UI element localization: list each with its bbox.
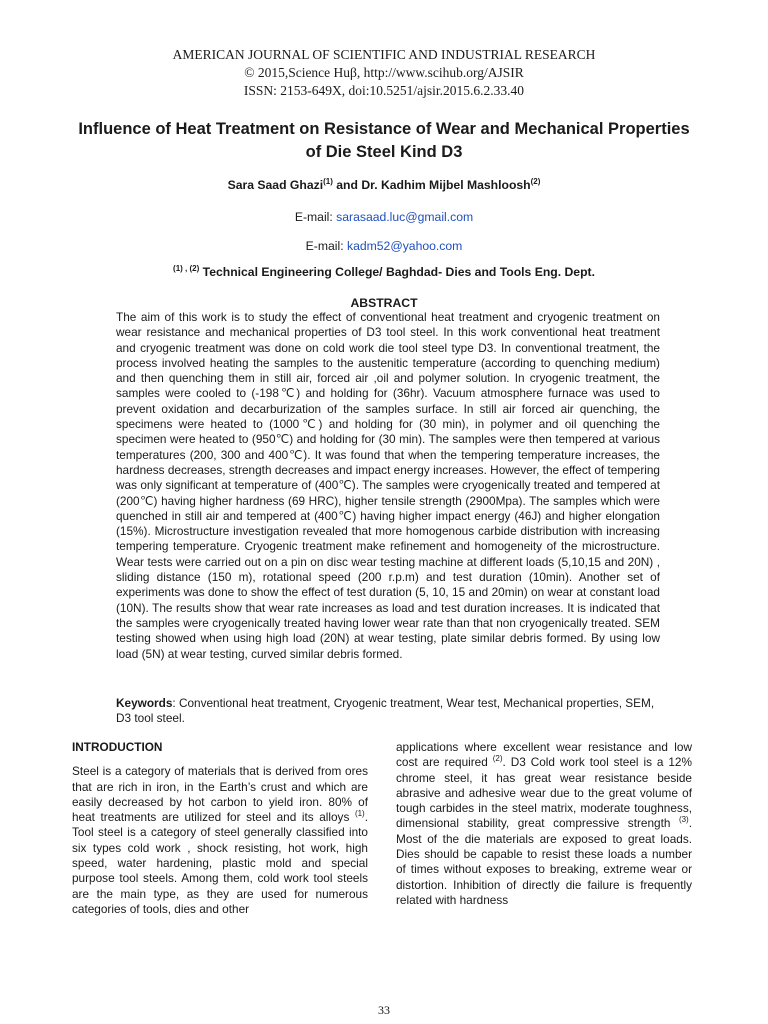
citation-3: (3) bbox=[678, 815, 689, 825]
abstract-heading: ABSTRACT bbox=[350, 296, 418, 310]
intro-paragraph-left bbox=[72, 764, 368, 917]
intro-right-text-c: . Most of the die materials are exposed to great loads. Dies should be capable to resist these loads a number of times without exposes to breaking, extreme wear or distortion. Inhibition of directly die failure is frequently related with hardness bbox=[396, 816, 692, 907]
intro-right-column bbox=[396, 740, 692, 908]
affiliation-markers: (1) , (2) bbox=[173, 263, 200, 273]
author-2-affil-marker: (2) bbox=[530, 176, 541, 186]
intro-right-text-a: applications where excellent wear resistance and low cost are required bbox=[396, 740, 692, 770]
intro-left-text-b: . Tool steel is a category of steel generally classified into six types cold work , shock resisting, hot work, high speed, water hardening, plastic mold and special purpose tool steels. Among them, cold work tool steels are the main type, as they are used for numerous categories of tools, dies and other bbox=[72, 810, 368, 916]
affiliation bbox=[0, 265, 768, 279]
keywords-text: : Conventional heat treatment, Cryogenic treatment, Wear test, Mechanical properties, SEM, D3 tool steel. bbox=[116, 696, 655, 726]
page-number: 33 bbox=[378, 1003, 390, 1017]
author-2: Dr. Kadhim Mijbel Mashloosh bbox=[361, 178, 531, 192]
intro-right-text-b: . D3 Cold work tool steel is a 12% chrome steel, it has great wear resistance beside abrasive and adhesive wear due to the great volume of tough carbides in the steel matrix, moderate toughness, dimensional stability, great compressive strength bbox=[396, 755, 692, 831]
email-label: E-mail: bbox=[294, 210, 337, 224]
author-line bbox=[0, 178, 768, 192]
email-line-2 bbox=[0, 239, 768, 253]
journal-header bbox=[0, 46, 768, 100]
journal-name: AMERICAN JOURNAL OF SCIENTIFIC AND INDUSTRIAL RESEARCH bbox=[172, 47, 596, 62]
email-label: E-mail: bbox=[305, 239, 347, 253]
email-link-2[interactable]: kadm52@yahoo.com bbox=[346, 239, 463, 253]
author-connector: and bbox=[332, 178, 362, 192]
intro-paragraph-right bbox=[396, 740, 692, 908]
email-line-1 bbox=[0, 210, 768, 224]
introduction-heading: INTRODUCTION bbox=[72, 740, 163, 754]
citation-2: (2) bbox=[492, 754, 503, 764]
affiliation-text: Technical Engineering College/ Baghdad- Dies and Tools Eng. Dept. bbox=[199, 265, 595, 279]
intro-left-column bbox=[72, 740, 368, 917]
paper-title: Influence of Heat Treatment on Resistance of Wear and Mechanical Properties of Die Steel Kind D3 bbox=[78, 120, 690, 161]
abstract-body: The aim of this work is to study the effect of conventional heat treatment and cryogenic treatment on wear resistance and mechanical properties of D3 tool steel. In this work conventional heat treatment and cryogenic treatment was done on cold work die tool steel type D3. In conventional treatment, the process involved heating the samples to the austenitic temperature (according to quenching medium) and then quenching them in still air, forced air ,oil and polymer solution. In cryogenic treatment, the samples were cooled to (-198℃) and holding for (36hr). Vacuum atmosphere furnace was used to prevent oxidation and decarburization of the samples surface. In still air forced air quenching, the specimens were heated to (1000℃) and holding for (30 min), in polymer and oil quenching the specimen were heated to (950℃) and holding for (30 min). The samples were then tempered at various temperatures (200, 300 and 400℃). It was found that when the tempering temperature increases, the hardness decreases, strength decreases and impact energy increases. However, the effect of tempering was only significant at temperature of (400℃). The samples were cryogenically treated and tempered at (200℃) having higher hardness (69 HRC), higher tensile strength (2900Mpa). The samples which were quenched in still air and tempered at (400℃) having higher impact energy (46J) and higher elongation (15%). Microstructure investigation revealed that more homogenous carbide distribution with increasing tempering temperature. Cryogenic treatment make refinement and homogeneity of the microstructure. Wear tests were carried out on a pin on disc wear testing machine at different loads (5,10,15 and 20N) , sliding distance (150 m), rotational speed (200 r.p.m) and test duration (10min). Another set of experiments was done to show the effect of test duration (5, 10, 15 and 20min) on wear at constant load (10N). The results show that wear rate increases as load and test duration increases. It is indicated that the samples were cryogenically treated having lower wear rate than that non cryogenically treated. SEM testing showed when using high load (20N) at wear testing, plate similar debris formed. By using low load (5N) at wear testing, curved similar debris formed. bbox=[116, 310, 660, 661]
journal-copyright: © 2015,Science Huβ, http://www.scihub.org/AJSIR bbox=[244, 65, 524, 80]
keywords-label: Keywords bbox=[116, 696, 173, 710]
intro-left-text-a: Steel is a category of materials that is derived from ores that are rich in iron, in the Earth’s crust and which are easily decreased by hot carbon to yield iron. 80% of heat treatments are utilized for steel and its alloys bbox=[72, 764, 368, 825]
citation-1: (1) bbox=[354, 809, 365, 819]
journal-issn: ISSN: 2153-649X, doi:10.5251/ajsir.2015.6.2.33.40 bbox=[243, 83, 525, 98]
email-link-1[interactable]: sarasaad.luc@gmail.com bbox=[336, 210, 474, 224]
author-1-affil-marker: (1) bbox=[323, 176, 333, 186]
author-1: Sara Saad Ghazi bbox=[227, 178, 324, 192]
keywords-paragraph bbox=[116, 696, 660, 727]
